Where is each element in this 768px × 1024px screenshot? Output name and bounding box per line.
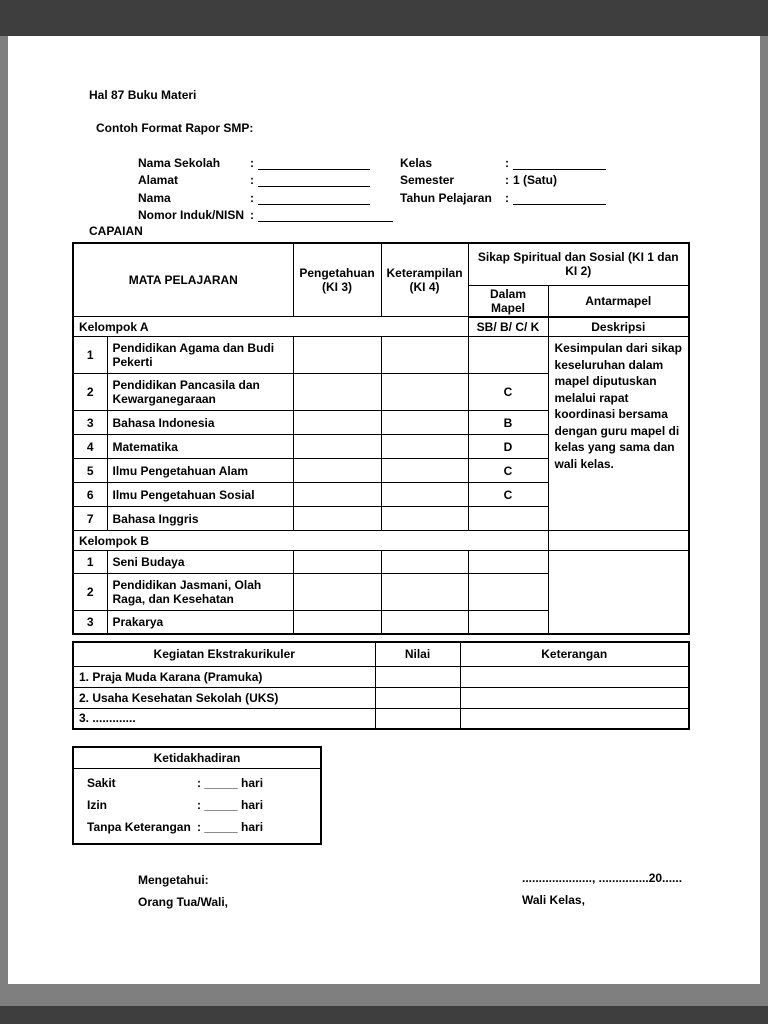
subject-name: Bahasa Inggris (107, 507, 293, 531)
grades-table (72, 242, 690, 635)
grade-cell-sikap (468, 337, 548, 374)
nilai-cell (375, 666, 460, 687)
field-value: 1 (Satu) (513, 173, 558, 187)
kegiatan-name: 3. ............. (73, 708, 375, 729)
subject-number: 5 (73, 459, 107, 483)
colon: : (250, 190, 254, 205)
header-pengetahuan: Pengetahuan (KI 3) (293, 243, 381, 317)
grade-cell-sikap: C (468, 374, 548, 411)
colon: : (250, 173, 254, 187)
kegiatan-name: 2. Usaha Kesehatan Sekolah (UKS) (73, 687, 375, 708)
grade-cell-sikap: C (468, 459, 548, 483)
signature-left (138, 873, 228, 909)
subject-number: 3 (73, 411, 107, 435)
grade-cell (548, 531, 689, 551)
blank-line (258, 193, 370, 205)
section-heading: Contoh Format Rapor SMP: (96, 121, 254, 135)
blank-line (513, 158, 606, 170)
table-row (73, 337, 689, 374)
kegiatan-name: 1. Praja Muda Karana (Pramuka) (73, 666, 375, 687)
attendance-value: : _____ hari (197, 798, 264, 812)
orang-tua-label: Orang Tua/Wali, (138, 895, 229, 909)
attendance-label: Izin (87, 798, 107, 812)
header-dalam-mapel: Dalam Mapel (468, 285, 548, 317)
subject-name: Ilmu Pengetahuan Sosial (107, 483, 293, 507)
viewer-bottom-bar (0, 1006, 768, 1024)
grade-cell-sikap (468, 507, 548, 531)
page-heading: Hal 87 Buku Materi (89, 88, 197, 102)
field-label: Semester (400, 173, 455, 187)
subject-name: Ilmu Pengetahuan Alam (107, 459, 293, 483)
subject-name: Pendidikan Jasmani, Olah Raga, dan Kesehatan (107, 574, 293, 611)
mengetahui-label: Mengetahui: (138, 873, 209, 887)
group-kelompok-a: Kelompok A (73, 317, 468, 337)
header-deskripsi: Deskripsi (548, 317, 689, 337)
header-mata-pelajaran: MATA PELAJARAN (73, 243, 293, 317)
table-row (73, 708, 689, 729)
colon: : (505, 155, 509, 170)
date-dotted-line: ....................., ...............20...... (522, 871, 683, 885)
colon: : (250, 155, 254, 170)
field-label: Tahun Pelajaran (400, 190, 492, 205)
field-row-kelas (400, 156, 606, 170)
blank-line (258, 175, 370, 187)
ketidakhadiran-box (72, 746, 322, 845)
field-row-nama (138, 187, 606, 205)
field-row-nama-sekolah (138, 152, 606, 170)
grade-cell-sikap: D (468, 435, 548, 459)
grade-cell-pengetahuan (293, 435, 381, 459)
grade-cell-keterampilan (381, 551, 468, 574)
attendance-label: Sakit (87, 776, 116, 790)
blank-line (513, 193, 606, 205)
grade-cell-keterampilan (381, 459, 468, 483)
grade-cell-keterampilan (381, 507, 468, 531)
grade-cell-pengetahuan (293, 611, 381, 634)
grade-cell-sikap (468, 574, 548, 611)
blank-line (258, 210, 393, 222)
field-row-alamat (138, 170, 606, 188)
grade-cell-sikap: B (468, 411, 548, 435)
subject-number: 7 (73, 507, 107, 531)
ketidakhadiran-title: Ketidakhadiran (74, 748, 320, 769)
subject-number: 1 (73, 337, 107, 374)
document-page (8, 36, 760, 984)
grade-cell-pengetahuan (293, 483, 381, 507)
subject-name: Bahasa Indonesia (107, 411, 293, 435)
subject-number: 3 (73, 611, 107, 634)
wali-kelas-label: Wali Kelas, (522, 893, 585, 907)
grade-cell-keterampilan (381, 574, 468, 611)
antarmapel-cell (548, 551, 689, 634)
subject-name: Prakarya (107, 611, 293, 634)
grade-cell-pengetahuan (293, 411, 381, 435)
table-row (73, 551, 689, 574)
subject-number: 2 (73, 374, 107, 411)
antarmapel-deskripsi: Kesimpulan dari sikap keseluruhan dalam mapel diputuskan melalui rapat koordinasi bersama dengan guru mapel di kelas yang sama dan wali kelas. (548, 337, 689, 531)
grade-cell-sikap: C (468, 483, 548, 507)
ketidakhadiran-body (74, 769, 320, 843)
grade-cell-sikap (468, 551, 548, 574)
attendance-value: : _____ hari (197, 820, 264, 834)
grade-cell-pengetahuan (293, 459, 381, 483)
signature-right (522, 871, 682, 907)
header-scale: SB/ B/ C/ K (468, 317, 548, 337)
attendance-value: : _____ hari (197, 776, 264, 790)
subject-name: Matematika (107, 435, 293, 459)
field-label: Kelas (400, 155, 433, 170)
keterangan-cell (460, 666, 689, 687)
grade-cell-pengetahuan (293, 337, 381, 374)
capaian-label: CAPAIAN (89, 224, 143, 238)
grade-cell-keterampilan (381, 435, 468, 459)
field-row-nomor-induk (138, 205, 606, 223)
table-row (73, 687, 689, 708)
header-keterampilan: Keterampilan (KI 4) (381, 243, 468, 317)
field-label: Alamat (138, 173, 179, 187)
field-label: Nama (138, 190, 171, 205)
viewer-top-bar (0, 0, 768, 36)
subject-name: Pendidikan Pancasila dan Kewarganegaraan (107, 374, 293, 411)
ekstrakurikuler-table (72, 641, 690, 730)
colon: : (505, 190, 509, 205)
grade-cell-keterampilan (381, 337, 468, 374)
grade-cell-pengetahuan (293, 374, 381, 411)
blank-line (258, 158, 370, 170)
subject-name: Seni Budaya (107, 551, 293, 574)
attendance-row (87, 772, 320, 794)
nilai-cell (375, 687, 460, 708)
subject-name: Pendidikan Agama dan Budi Pekerti (107, 337, 293, 374)
nilai-cell (375, 708, 460, 729)
attendance-row (87, 816, 320, 838)
grade-cell-pengetahuan (293, 574, 381, 611)
keterangan-cell (460, 687, 689, 708)
colon: : (250, 208, 254, 222)
header-nilai: Nilai (375, 642, 460, 666)
subject-number: 6 (73, 483, 107, 507)
keterangan-cell (460, 708, 689, 729)
table-row (73, 666, 689, 687)
subject-number: 4 (73, 435, 107, 459)
attendance-label: Tanpa Keterangan (87, 820, 191, 834)
group-kelompok-b: Kelompok B (73, 531, 548, 551)
field-label: Nomor Induk/NISN (138, 208, 245, 222)
field-row-tahun-pelajaran (400, 191, 606, 205)
grade-cell-pengetahuan (293, 551, 381, 574)
grade-cell-keterampilan (381, 483, 468, 507)
header-kegiatan: Kegiatan Ekstrakurikuler (73, 642, 375, 666)
header-sikap: Sikap Spiritual dan Sosial (KI 1 dan KI 2) (468, 243, 689, 285)
field-label: Nama Sekolah (138, 155, 221, 170)
identity-block (138, 152, 606, 222)
colon: : (505, 173, 509, 187)
field-row-semester (400, 173, 557, 187)
grade-cell-keterampilan (381, 411, 468, 435)
grade-cell-keterampilan (381, 374, 468, 411)
grade-cell-sikap (468, 611, 548, 634)
grade-cell-keterampilan (381, 611, 468, 634)
header-keterangan: Keterangan (460, 642, 689, 666)
header-antarmapel: Antarmapel (548, 285, 689, 317)
subject-number: 1 (73, 551, 107, 574)
subject-number: 2 (73, 574, 107, 611)
grade-cell-pengetahuan (293, 507, 381, 531)
attendance-row (87, 794, 320, 816)
